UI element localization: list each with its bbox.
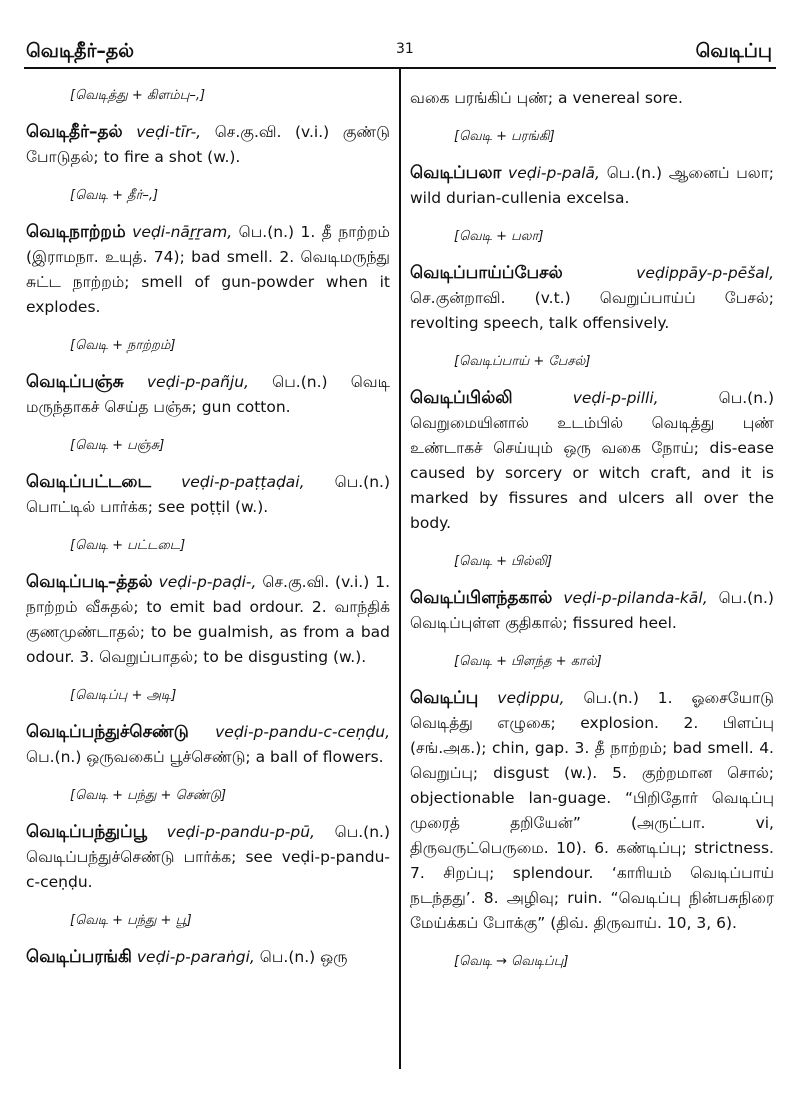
transliteration: veḍi-p-pilanda-kāl, xyxy=(563,589,708,607)
etymology: [வெடி + பஞ்சு] xyxy=(70,438,165,453)
transliteration: veḍi-p-palā, xyxy=(508,164,600,182)
definition: பெ.(n.) ஆனைப் பலா; wild durian-cullenia excelsa. xyxy=(410,164,774,207)
etymology: [வெடி + நாற்றம்] xyxy=(70,338,176,353)
dictionary-entry xyxy=(26,370,390,420)
header-left-guideword: வெடிதீர்–தல் xyxy=(26,40,135,62)
definition: பெ.(n.) 1. ஓசையோடு வெடித்து எழுகை; explosion. 2. பிளப்பு (சங்.அக.); chin, gap. 3. தீ நாற்றம்; bad smell. 4. வெறுப்பு; disgust (w.). 5. குற்றமான சொல்; objectionable lan-guage. “பிறிதோர் வெடிப்பு முரைத் தறியேன்” (அருட்பா. vi, திருவருட்பெருமை. 10). 6. கண்டிப்பு; strictness. 7. சிறப்பு; splendour. ‘காரியம் வெடிப்பாய் நடந்தது’. 8. அழிவு; ruin. “வெடிப்பு நின்பசுநிரை மேய்க்கப் போக்கு” (திவ். திருவாய். 10, 3, 6). xyxy=(410,689,775,932)
column-divider xyxy=(399,69,401,1069)
continued-definition: வகை பரங்கிப் புண்; a venereal sore. xyxy=(410,89,683,107)
definition: பெ.(n.) வெடி மருந்தாகச் செய்த பஞ்சு; gun cotton. xyxy=(26,373,390,416)
dictionary-entry xyxy=(26,120,390,170)
page-header xyxy=(0,0,800,66)
transliteration: veḍi-p-pandu-c-ceṇḍu, xyxy=(215,723,390,741)
dictionary-entry xyxy=(26,570,390,670)
transliteration: veḍi-nāṟṟam, xyxy=(132,223,233,241)
dictionary-entry xyxy=(410,261,774,336)
headword: வெடிப்பந்துப்பூ xyxy=(26,822,148,842)
right-column xyxy=(410,72,774,986)
headword: வெடிப்பில்லி xyxy=(410,388,513,408)
etymology: [வெடி + பந்து + செண்டு] xyxy=(70,788,227,803)
transliteration: veḍi-p-paraṅgi, xyxy=(136,948,255,966)
etymology: [வெடி + பலா] xyxy=(454,229,544,244)
headword: வெடிப்படி–த்தல் xyxy=(26,572,153,592)
definition: பெ.(n.) வெடிப்புள்ள குதிகால்; fissured heel. xyxy=(410,589,774,632)
etymology: [வெடி → வெடிப்பு] xyxy=(454,954,569,969)
etymology: [வெடி + பில்லி] xyxy=(454,554,553,569)
dictionary-entry xyxy=(26,220,390,320)
dictionary-entry xyxy=(26,820,390,895)
etymology: [வெடி + பட்டடை] xyxy=(70,538,186,553)
dictionary-entry xyxy=(26,720,390,770)
headword: வெடிப்பிளந்தகால் xyxy=(410,588,553,608)
etymology: [வெடி + தீர்–,] xyxy=(70,188,159,203)
transliteration: veḍi-p-paḍi-, xyxy=(158,573,257,591)
headword: வெடிப்பட்டடை xyxy=(26,472,152,492)
headword: வெடிப்பாய்ப்பேசல் xyxy=(410,263,563,283)
headword: வெடிப்பலா xyxy=(410,163,502,183)
header-right-guideword: வெடிப்பு xyxy=(695,40,772,62)
etymology: [வெடி + பந்து + பூ] xyxy=(70,913,192,928)
definition: பெ.(n.) ஒரு xyxy=(259,948,348,966)
headword: வெடிநாற்றம் xyxy=(26,222,126,242)
dictionary-entry xyxy=(410,686,774,936)
transliteration: veḍi-p-pañju, xyxy=(146,373,249,391)
transliteration: veḍi-tīr-, xyxy=(136,123,202,141)
transliteration: veḍippu, xyxy=(497,689,565,707)
transliteration: veḍi-p-pandu-p-pū, xyxy=(166,823,315,841)
transliteration: veḍi-p-paṭṭaḍai, xyxy=(181,473,305,491)
transliteration: veḍi-p-pilli, xyxy=(572,389,659,407)
dictionary-entry xyxy=(26,945,390,970)
definition: செ.கு.வி. (v.i.) குண்டு போடுதல்; to fire a shot (w.). xyxy=(26,123,390,166)
dictionary-entry xyxy=(410,586,774,636)
definition: பெ.(n.) வெறுமையினால் உடம்பில் வெடித்து புண் உண்டாகச் செய்யும் ஒரு வகை நோய்; dis-ease caused by sorcery or witch craft, and it is marked by fissures and ulcers all over the body. xyxy=(410,389,774,532)
headword: வெடிப்பரங்கி xyxy=(26,947,132,967)
definition: செ.கு.வி. (v.i.) 1. நாற்றம் வீசுதல்; to emit bad ordour. 2. வாந்திக் குணமுண்டாதல்; to be gualmish, as from a bad odour. 3. வெறுப்பாதல்; to be disgusting (w.). xyxy=(26,573,390,666)
headword: வெடிதீர்–தல் xyxy=(26,122,123,142)
definition: பெ.(n.) வெடிப்பந்துச்செண்டு பார்க்க; see veḍi-p-pandu-c-ceṇḍu. xyxy=(26,823,390,891)
etymology: [வெடித்து + கிளம்பு–,] xyxy=(70,88,206,103)
page-number: 31 xyxy=(396,41,414,57)
definition: பெ.(n.) ஒருவகைப் பூச்செண்டு; a ball of flowers. xyxy=(26,748,384,766)
etymology: [வெடிப்பாய் + பேசல்] xyxy=(454,354,591,369)
dictionary-entry xyxy=(26,470,390,520)
definition: பெ.(n.) பொட்டில் பார்க்க; see poṭṭil (w.). xyxy=(26,473,390,516)
left-column xyxy=(26,72,390,986)
definition: பெ.(n.) 1. தீ நாற்றம் (இராமநா. உயுத். 74); bad smell. 2. வெடிமருந்து சுட்ட நாற்றம்; smell of gun-powder when it explodes. xyxy=(26,223,390,316)
etymology: [வெடிப்பு + அடி] xyxy=(70,688,177,703)
dictionary-entry xyxy=(410,161,774,211)
definition: செ.குன்றாவி. (v.t.) வெறுப்பாய்ப் பேசல்; revolting speech, talk offensively. xyxy=(410,289,774,332)
transliteration: veḍippāy-p-pēšal, xyxy=(636,264,774,282)
headword: வெடிப்பஞ்சு xyxy=(26,372,124,392)
etymology: [வெடி + பரங்கி] xyxy=(454,129,555,144)
dictionary-entry xyxy=(410,386,774,536)
headword: வெடிப்பு xyxy=(410,688,479,708)
headword: வெடிப்பந்துச்செண்டு xyxy=(26,722,189,742)
etymology: [வெடி + பிளந்த + கால்] xyxy=(454,654,602,669)
